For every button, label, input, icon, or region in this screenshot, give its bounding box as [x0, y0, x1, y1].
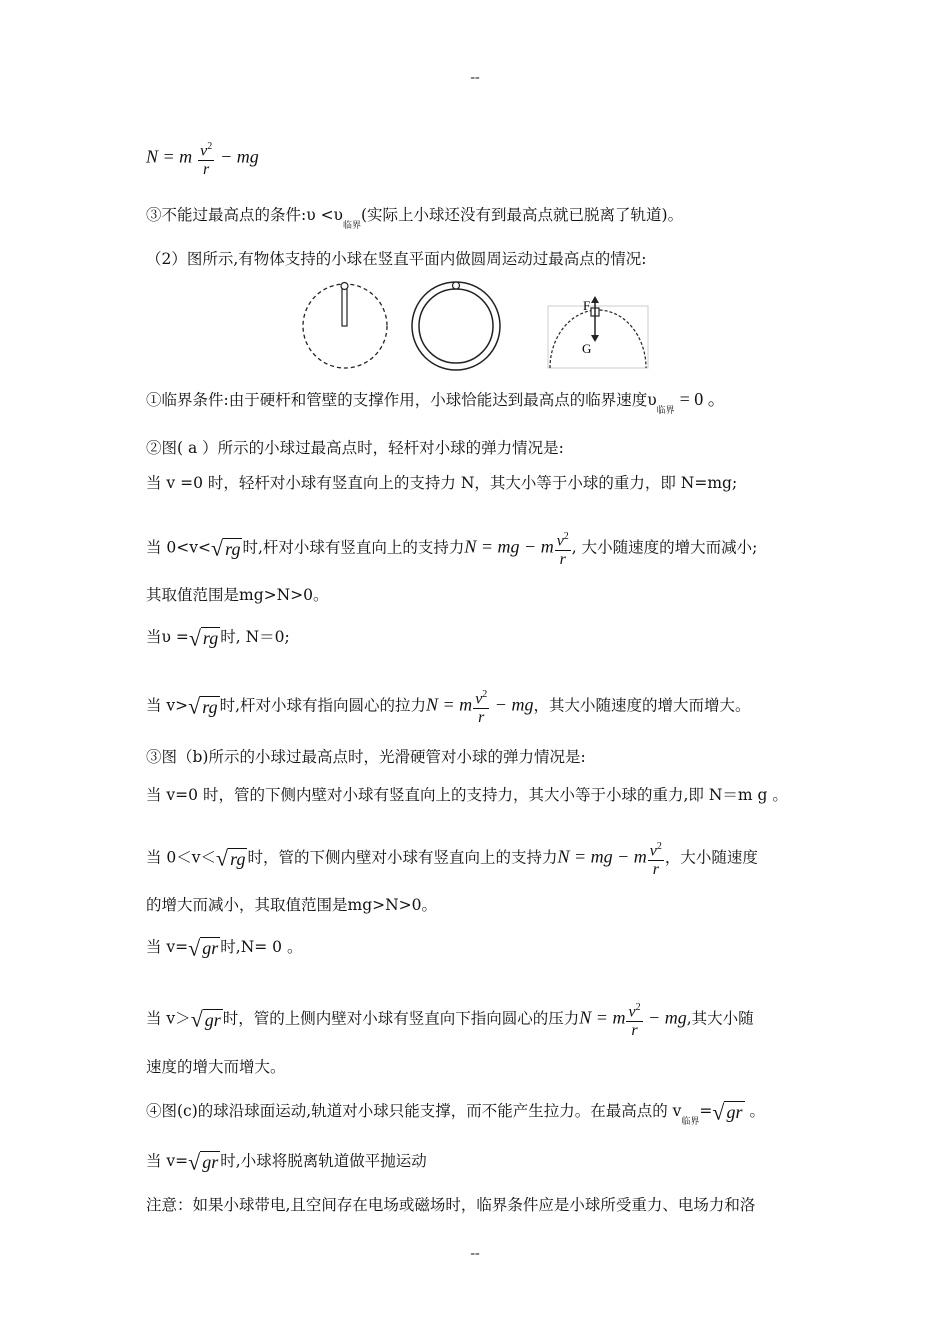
formula-text: − mg: [643, 1007, 687, 1028]
radical-sign: √: [188, 693, 201, 719]
page-footer-mark: --: [470, 1246, 480, 1261]
exponent: 2: [656, 841, 662, 852]
formula-text: − mg: [490, 694, 534, 715]
text: ④图(c)的球沿球面运动,轨道对小球只能支撑，而不能产生拉力。在最高点的 v: [146, 1102, 682, 1120]
sqrt: [189, 627, 220, 649]
sqrt: [188, 937, 220, 959]
formula-line: [146, 138, 816, 179]
radicand: gr: [204, 1009, 221, 1030]
text-line: 当 v=0 时，管的下侧内壁对小球有竖直向上的支持力，其大小等于小球的重力,即 N＝m g 。: [146, 786, 788, 804]
text: 当υ =: [146, 628, 189, 646]
sqrt: [712, 1101, 744, 1123]
exponent: 2: [635, 1002, 641, 1013]
frac-den: r: [203, 161, 210, 179]
frac-den: r: [478, 709, 485, 727]
text: 当 0＜v＜: [146, 848, 217, 867]
text: 当 0<v<: [146, 538, 212, 557]
radicand: gr: [202, 1152, 219, 1173]
label-f: F: [583, 298, 591, 313]
formula-text: N = mg − m: [557, 846, 647, 867]
sqrt: [216, 847, 247, 869]
text: 当 v=: [146, 938, 189, 956]
text-line: 其取值范围是mg>N>0。: [146, 586, 329, 604]
formula-text: N = m: [146, 146, 193, 167]
text-line: [146, 204, 816, 229]
page-header-mark: --: [470, 70, 480, 85]
text: ，其大小随速度的增大而增大。: [533, 696, 751, 715]
text-line: 当 v =0 时，轻杆对小球有竖直向上的支持力 N，其大小等于小球的重力，即 N=mg;: [146, 474, 738, 492]
text: = 0 。: [679, 389, 726, 409]
radicand: gr: [726, 1102, 743, 1123]
text: ③不能过最高点的条件:υ <υ: [146, 206, 343, 224]
formula-text: − mg: [220, 146, 259, 167]
tube-outer: [412, 282, 500, 370]
text: 时,N= 0 。: [220, 938, 303, 956]
radicand: rg: [225, 538, 241, 559]
text: 。: [749, 1102, 765, 1120]
text-line: [146, 999, 816, 1040]
radical-sign: √: [211, 535, 224, 561]
text: 当 v=: [146, 1152, 189, 1170]
exponent: 2: [563, 531, 569, 542]
text-line: [146, 686, 816, 727]
label-g: G: [582, 341, 592, 356]
text: 当 v＞: [146, 1009, 191, 1028]
text: 时，管的上侧内壁对小球有竖直向下指向圆心的压力: [222, 1009, 580, 1028]
text-line: [146, 936, 816, 959]
tube-inner: [419, 289, 493, 363]
text: ①临界条件:由于硬杆和管壁的支撑作用，小球恰能达到最高点的临界速度υ: [146, 391, 657, 409]
radical-sign: √: [712, 1099, 725, 1125]
fraction: [473, 686, 489, 727]
text: 时,杆对小球有竖直向上的支持力: [242, 538, 465, 557]
radicand: rg: [202, 628, 219, 649]
text-line: [146, 528, 816, 569]
ball: [453, 282, 460, 289]
arrowhead: [591, 335, 599, 342]
exponent: 2: [207, 141, 213, 152]
text: 时,小球将脱离轨道做平抛运动: [220, 1152, 427, 1170]
fraction: [648, 838, 664, 879]
text: ，大小随速度: [664, 848, 758, 867]
radical-sign: √: [190, 1006, 203, 1032]
text-line: [146, 838, 816, 879]
subscript: 临界: [681, 1117, 700, 1127]
radical-sign: √: [216, 845, 229, 871]
formula-text: N = mg − m: [464, 536, 554, 557]
frac-den: r: [652, 861, 659, 879]
text: 时，管的下侧内壁对小球有竖直向上的支持力: [247, 848, 558, 867]
text-line: 速度的增大而增大。: [146, 1058, 286, 1076]
frac-num: v: [200, 142, 208, 160]
frac-num: v: [475, 690, 483, 708]
radical-sign: √: [188, 1149, 201, 1175]
frac-num: v: [628, 1003, 636, 1021]
formula-text: N = m: [579, 1007, 626, 1028]
sqrt: [191, 1008, 223, 1030]
text-line: ②图( a ）所示的小球过最高点时，轻杆对小球的弹力情况是:: [146, 439, 564, 457]
text: 时,杆对小球有指向圆心的拉力: [219, 696, 427, 715]
radicand: rg: [202, 696, 218, 717]
text-line: ③图（b)所示的小球过最高点时，光滑硬管对小球的弹力情况是:: [146, 748, 586, 766]
arrowhead: [591, 296, 599, 303]
rod: [342, 286, 347, 326]
sqrt: [188, 695, 219, 717]
text: =: [699, 1102, 713, 1120]
text: 时, N＝0;: [220, 628, 290, 646]
frac-den: r: [559, 551, 566, 569]
text: ,其大小随: [686, 1009, 754, 1028]
text-line: [146, 388, 816, 414]
sphere-surface: [550, 310, 646, 368]
text: (实际上小球还没有到最高点就已脱离了轨道)。: [361, 206, 684, 224]
text-line: [146, 1150, 816, 1173]
exponent: 2: [482, 689, 488, 700]
figure-group: [300, 280, 660, 372]
fraction: [555, 528, 571, 569]
ball: [341, 283, 348, 290]
text-line: 的增大而减小，其取值范围是mg>N>0。: [146, 896, 438, 914]
radical-sign: √: [188, 625, 201, 651]
text: , 大小随速度的增大而减小;: [571, 538, 758, 557]
text-line: （2）图所示,有物体支持的小球在竖直平面内做圆周运动过最高点的情况:: [146, 250, 647, 268]
subscript: 临界: [342, 221, 361, 231]
fraction: [626, 999, 642, 1040]
frac-num: v: [649, 842, 657, 860]
radicand: rg: [230, 848, 246, 869]
sqrt: [211, 537, 242, 559]
fraction: [198, 138, 214, 179]
text-line: [146, 1100, 816, 1125]
subscript: 临界: [656, 406, 675, 416]
sqrt: [188, 1151, 220, 1173]
frac-num: v: [556, 532, 564, 550]
radicand: gr: [202, 938, 219, 959]
text-line: 注意：如果小球带电,且空间存在电场或磁场时，临界条件应是小球所受重力、电场力和洛: [146, 1196, 756, 1214]
frac-den: r: [631, 1022, 638, 1040]
text: 当 v>: [146, 696, 189, 715]
formula-text: N = m: [426, 694, 473, 715]
radical-sign: √: [188, 935, 201, 961]
text-line: [146, 626, 816, 649]
